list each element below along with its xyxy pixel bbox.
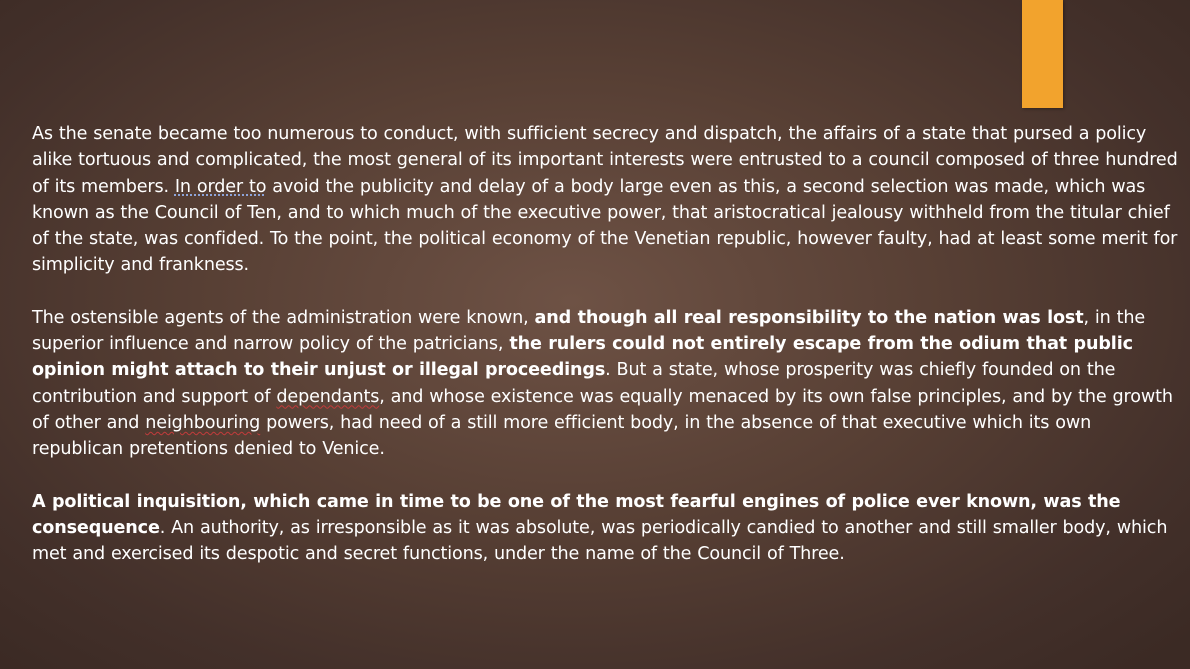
accent-bar [1022, 0, 1063, 108]
paragraph-2 [32, 305, 1180, 463]
text-run: . But a state, whose prosperity was chiefly founded on the contribution and support of [32, 360, 1116, 407]
text-run: avoid the publicity and delay of a body large even as this, a second selection was made, which was known as the Council of Ten, and to which much of the executive power, that aristocratical jealousy withheld from the titular chief of the state, was confided. To the point, the political economy of the Venetian republic, however faulty, had at least some merit for simplicity and frankness. [32, 176, 1178, 276]
grammar-flagged-text[interactable]: In order to [174, 176, 267, 197]
bold-text-run: the rulers could not entirely escape from the odium that public opinion might attach to their unjust or illegal proceedings [32, 334, 1133, 381]
paragraph-3 [32, 489, 1180, 568]
text-run: The ostensible agents of the administration were known, [32, 307, 535, 328]
spelling-flagged-word[interactable]: dependants [276, 386, 380, 407]
text-run: As the senate became too numerous to conduct, with sufficient secrecy and dispatch, the affairs of a state that pursed a policy alike tortuous and complicated, the most general of its important interests were entrusted to a council composed of three hundred of its members. [32, 124, 1178, 197]
text-run: powers, had need of a still more efficient body, in the absence of that executive which its own republican pretentions denied to Venice. [32, 412, 1092, 460]
bold-text-run: and though all real responsibility to the nation was lost [534, 307, 1084, 328]
text-run: , in the superior influence and narrow policy of the patricians, [32, 307, 1145, 355]
slide-body-text[interactable] [32, 121, 1180, 593]
paragraph-1 [32, 121, 1180, 279]
text-run: . An authority, as irresponsible as it was absolute, was periodically candied to another and still smaller body, which met and exercised its despotic and secret functions, under the name of the Council of Three. [32, 517, 1168, 565]
spelling-flagged-word[interactable]: neighbouring [145, 412, 261, 433]
bold-text-run: A political inquisition, which came in time to be one of the most fearful engines of police ever known, was the consequence [32, 491, 1121, 538]
text-run: , and whose existence was equally menaced by its own false principles, and by the growth of other and [32, 386, 1173, 433]
